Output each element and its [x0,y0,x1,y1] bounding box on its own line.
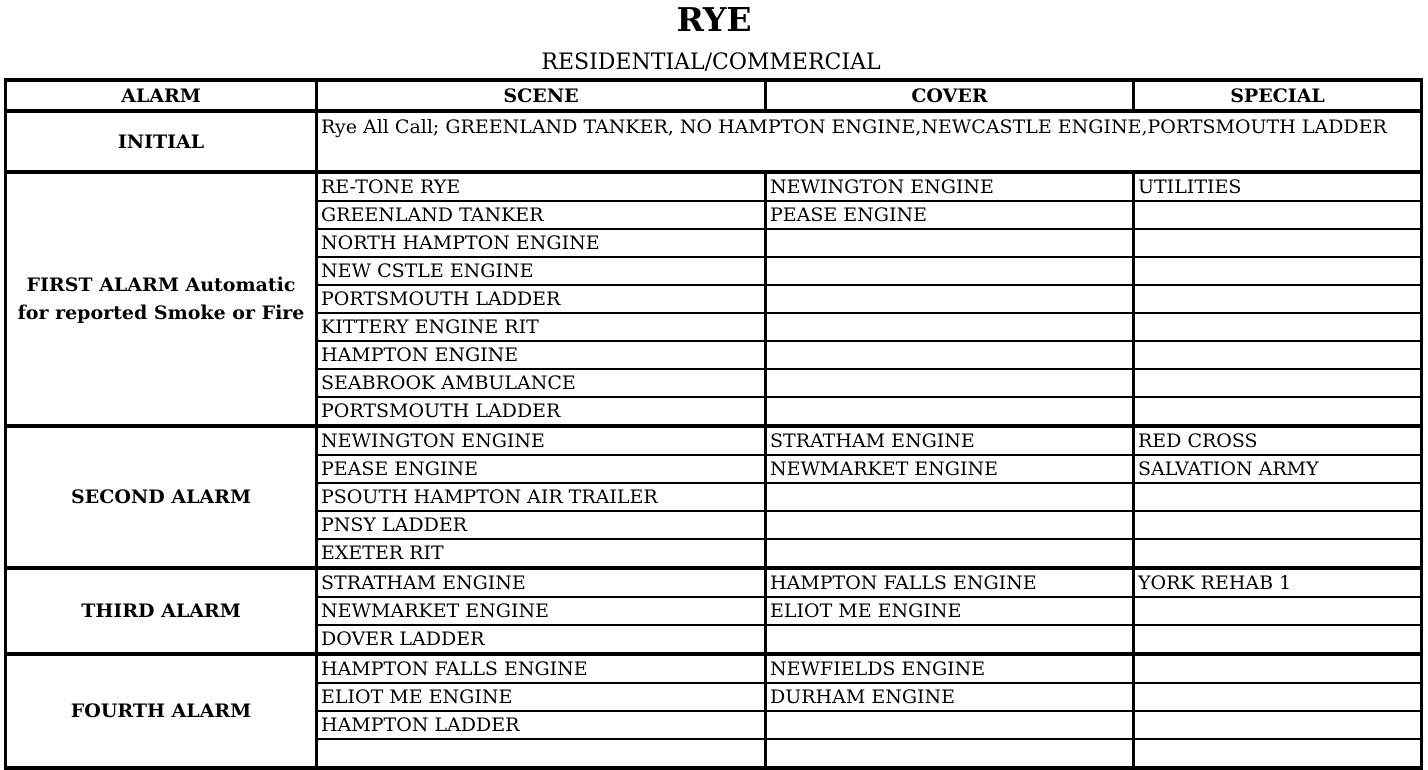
header-scene: SCENE [317,80,766,111]
header-cover: COVER [766,80,1134,111]
special-cell [1134,369,1422,397]
table-row [6,426,1422,455]
special-cell [1134,683,1422,711]
table-row [6,172,1422,201]
scene-cell: NORTH HAMPTON ENGINE [317,229,766,257]
alarm-level-label: FIRST ALARM Automatic for reported Smoke or Fire [6,172,317,426]
page-subtitle: RESIDENTIAL/COMMERCIAL [541,50,881,75]
scene-cell: HAMPTON LADDER [317,711,766,739]
cover-cell: NEWINGTON ENGINE [766,172,1134,201]
special-cell [1134,597,1422,625]
scene-cell: GREENLAND TANKER [317,201,766,229]
scene-cell: KITTERY ENGINE RIT [317,313,766,341]
cover-cell: NEWFIELDS ENGINE [766,654,1134,683]
cover-cell: STRATHAM ENGINE [766,426,1134,455]
cover-cell [766,257,1134,285]
cover-cell [766,341,1134,369]
scene-cell: DOVER LADDER [317,625,766,654]
table-row [6,568,1422,597]
special-cell [1134,313,1422,341]
alarm-level-label: THIRD ALARM [6,568,317,654]
scene-cell: NEWMARKET ENGINE [317,597,766,625]
special-cell [1134,539,1422,568]
special-cell [1134,285,1422,313]
cover-cell [766,313,1134,341]
scene-cell: NEW CSTLE ENGINE [317,257,766,285]
scene-cell: HAMPTON FALLS ENGINE [317,654,766,683]
cover-cell [766,539,1134,568]
cover-cell [766,483,1134,511]
initial-alarm-label: INITIAL [6,111,317,172]
page-title: RYE [676,0,752,39]
cover-cell [766,285,1134,313]
alarm-level-label: FOURTH ALARM [6,654,317,768]
cover-cell [766,511,1134,539]
scene-cell: RE-TONE RYE [317,172,766,201]
special-cell [1134,229,1422,257]
table-row [6,654,1422,683]
cover-cell [766,711,1134,739]
special-cell [1134,625,1422,654]
special-cell: RED CROSS [1134,426,1422,455]
scene-cell: PORTSMOUTH LADDER [317,285,766,313]
header-special: SPECIAL [1134,80,1422,111]
scene-cell: HAMPTON ENGINE [317,341,766,369]
special-cell: YORK REHAB 1 [1134,568,1422,597]
scene-cell: EXETER RIT [317,539,766,568]
table-header-row [6,80,1422,111]
scene-cell: NEWINGTON ENGINE [317,426,766,455]
cover-cell: NEWMARKET ENGINE [766,455,1134,483]
special-cell [1134,511,1422,539]
initial-scene-cell: Rye All Call; GREENLAND TANKER, NO HAMPTON ENGINE,NEWCASTLE ENGINE,PORTSMOUTH LADDER [317,111,1422,172]
special-cell [1134,739,1422,768]
cover-cell: DURHAM ENGINE [766,683,1134,711]
special-cell [1134,257,1422,285]
special-cell [1134,201,1422,229]
scene-cell: SEABROOK AMBULANCE [317,369,766,397]
special-cell: UTILITIES [1134,172,1422,201]
special-cell [1134,483,1422,511]
alarm-level-label: SECOND ALARM [6,426,317,568]
special-cell [1134,711,1422,739]
cover-cell: ELIOT ME ENGINE [766,597,1134,625]
initial-row [6,111,1422,172]
scene-cell: ELIOT ME ENGINE [317,683,766,711]
cover-cell: PEASE ENGINE [766,201,1134,229]
special-cell [1134,654,1422,683]
cover-cell [766,397,1134,426]
scene-cell [317,739,766,768]
scene-cell: STRATHAM ENGINE [317,568,766,597]
cover-cell [766,369,1134,397]
scene-cell: PNSY LADDER [317,511,766,539]
cover-cell [766,739,1134,768]
scene-cell: PEASE ENGINE [317,455,766,483]
cover-cell: HAMPTON FALLS ENGINE [766,568,1134,597]
scene-cell: PSOUTH HAMPTON AIR TRAILER [317,483,766,511]
cover-cell [766,229,1134,257]
alarm-response-table [4,78,1423,770]
cover-cell [766,625,1134,654]
scene-cell: PORTSMOUTH LADDER [317,397,766,426]
special-cell [1134,397,1422,426]
special-cell [1134,341,1422,369]
special-cell: SALVATION ARMY [1134,455,1422,483]
header-alarm: ALARM [6,80,317,111]
